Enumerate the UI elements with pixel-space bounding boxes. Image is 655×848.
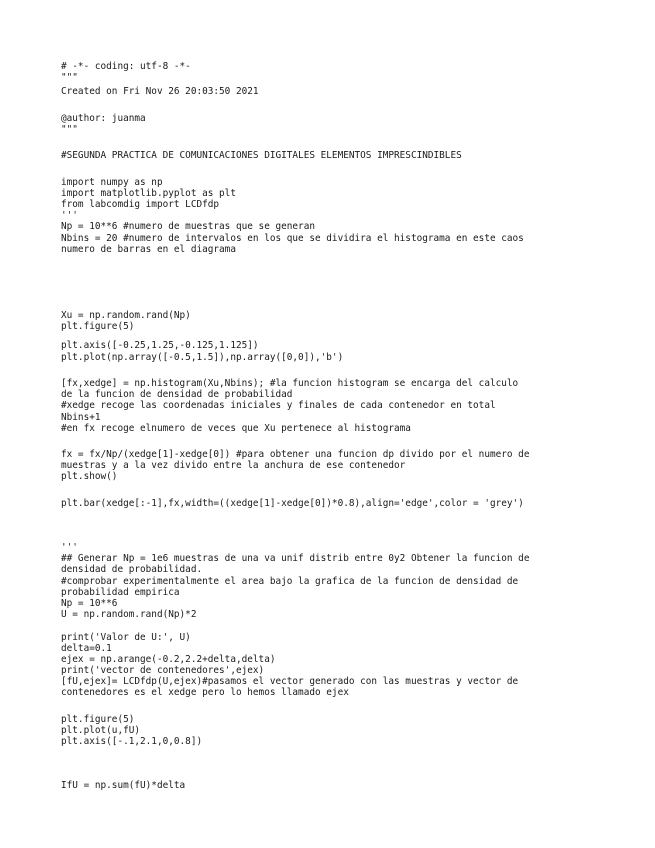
code-line: #comprobar experimentalmente el area bajo la grafica de la funcion de densidad de: [61, 575, 519, 587]
code-line: print('Valor de U:', U): [61, 631, 191, 643]
code-line: plt.axis([-0.25,1.25,-0.125,1.125]): [61, 340, 259, 352]
code-line: import numpy as np: [61, 176, 163, 188]
code-line: Nbins = 20 #numero de intervalos en los que se dividira el histograma en este caos: [61, 232, 524, 244]
code-line: ''': [61, 210, 78, 222]
code-line: Created on Fri Nov 26 20:03:50 2021: [61, 86, 259, 98]
code-line: fx = fx/Np/(xedge[1]-xedge[0]) #para obtener una funcion dp divido por el numero de: [61, 449, 530, 461]
code-line: #en fx recoge elnumero de veces que Xu pertenece al histograma: [61, 422, 411, 434]
code-line: print('vector de contenedores',ejex): [61, 665, 265, 677]
code-line: IfU = np.sum(fU)*delta: [61, 780, 186, 792]
code-line: Np = 10**6 #numero de muestras que se generan: [61, 221, 315, 233]
code-line: [fx,xedge] = np.histogram(Xu,Nbins); #la funcion histogram se encarga del calculo: [61, 377, 519, 389]
code-line: #xedge recoge las coordenadas iniciales y finales de cada contenedor en total: [61, 400, 496, 412]
code-line: ''': [61, 542, 78, 553]
code-line: numero de barras en el diagrama: [61, 243, 236, 255]
code-line: Nbins+1: [61, 411, 101, 423]
code-line: import matplotlib.pyplot as plt: [61, 187, 236, 199]
code-line: #SEGUNDA PRACTICA DE COMUNICACIONES DIGITALES ELEMENTOS IMPRESCINDIBLES: [61, 150, 462, 162]
code-line: plt.figure(5): [61, 321, 135, 333]
code-line: """: [61, 72, 78, 84]
code-line: ejex = np.arange(-0.2,2.2+delta,delta): [61, 653, 276, 665]
code-line: plt.axis([-.1,2.1,0,0.8]): [61, 736, 203, 748]
code-line: [fU,ejex]= LCDfdp(U,ejex)#pasamos el vector generado con las muestras y vector de: [61, 676, 519, 688]
code-line: plt.plot(np.array([-0.5,1.5]),np.array([0,0]),'b'): [61, 351, 344, 363]
code-listing: [61, 61, 641, 792]
code-line: de la funcion de densidad de probabilidad: [61, 389, 293, 401]
code-line: plt.show(): [61, 471, 118, 483]
code-line: contenedores es el xedge pero lo hemos llamado ejex: [61, 687, 349, 699]
code-line: Xu = np.random.rand(Np): [61, 310, 191, 321]
code-line: plt.plot(u,fU): [61, 725, 141, 736]
code-line: U = np.random.rand(Np)*2: [61, 609, 197, 621]
code-line: densidad de probabilidad.: [61, 564, 203, 576]
code-line: """: [61, 123, 78, 135]
code-line: muestras y a la vez divido entre la anchura de ese contenedor: [61, 460, 406, 472]
code-line: plt.bar(xedge[:-1],fx,width=((xedge[1]-xedge[0])*0.8),align='edge',color = 'grey'): [61, 497, 524, 509]
code-line: probabilidad empirica: [61, 586, 180, 598]
code-line: plt.figure(5): [61, 713, 135, 725]
code-line: delta=0.1: [61, 642, 112, 654]
code-line: @author: juanma: [61, 112, 146, 124]
code-line: Np = 10**6: [61, 597, 118, 609]
code-line: ## Generar Np = 1e6 muestras de una va unif distrib entre 0y2 Obtener la funcion de: [61, 553, 530, 565]
code-line: # -*- coding: utf-8 -*-: [61, 61, 191, 72]
code-line: from labcomdig import LCDfdp: [61, 199, 220, 211]
